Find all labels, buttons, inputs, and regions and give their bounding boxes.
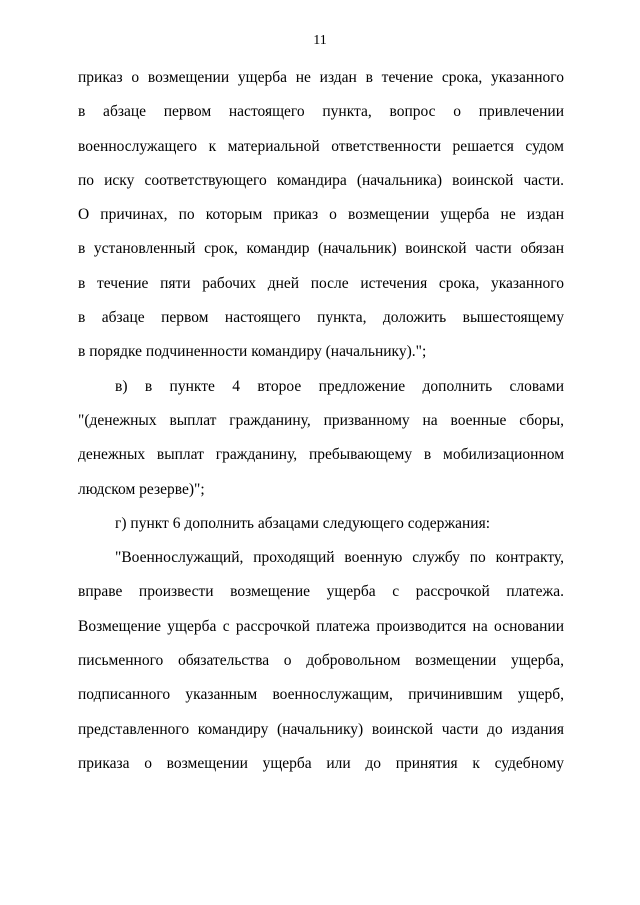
text-line: письменного обязательства о добровольном возмещении ущерба, (78, 652, 564, 670)
text-line: военнослужащего к материальной ответственности решается судом (78, 137, 564, 155)
text-line: вправе произвести возмещение ущерба с рассрочкой платежа. (78, 583, 564, 601)
text-line: в течение пяти рабочих дней после истечения срока, указанного (78, 274, 564, 292)
text-line: "(денежных выплат гражданину, призванному на военные сборы, (78, 411, 564, 429)
text-line: "Военнослужащий, проходящий военную службу по контракту, (115, 549, 564, 567)
page-number: 11 (313, 33, 327, 48)
text-line: людском резерве)"; (78, 480, 205, 498)
text-line: Возмещение ущерба с рассрочкой платежа производится на основании (78, 617, 564, 635)
text-line: представленного командиру (начальнику) воинской части до издания (78, 720, 564, 738)
text-line: в абзаце первом настоящего пункта, доложить вышестоящему (78, 309, 564, 327)
text-line: О причинах, по которым приказ о возмещении ущерба не издан (78, 206, 564, 224)
paragraph-item-g (78, 512, 564, 546)
text-line: в порядке подчиненности командиру (начальнику)."; (78, 343, 427, 361)
text-line: в установленный срок, командир (начальник) воинской части обязан (78, 240, 564, 258)
text-line: в) в пункте 4 второе предложение дополнить словами (115, 377, 564, 395)
paragraph-continuation (78, 66, 564, 375)
text-line: г) пункт 6 дополнить абзацами следующего содержания: (115, 514, 491, 532)
text-line: подписанного указанным военнослужащим, причинившим ущерб, (78, 686, 564, 704)
document-body (78, 66, 564, 786)
text-line: в абзаце первом настоящего пункта, вопрос о привлечении (78, 103, 564, 121)
text-line: денежных выплат гражданину, пребывающему в мобилизационном (78, 446, 564, 464)
text-line: приказ о возмещении ущерба не издан в течение срока, указанного (78, 69, 564, 86)
paragraph-item-v (78, 375, 564, 512)
text-line: по иску соответствующего командира (начальника) воинской части. (78, 171, 564, 189)
text-line: приказа о возмещении ущерба или до принятия к судебному (78, 754, 564, 772)
paragraph-quoted-addition (78, 546, 564, 786)
